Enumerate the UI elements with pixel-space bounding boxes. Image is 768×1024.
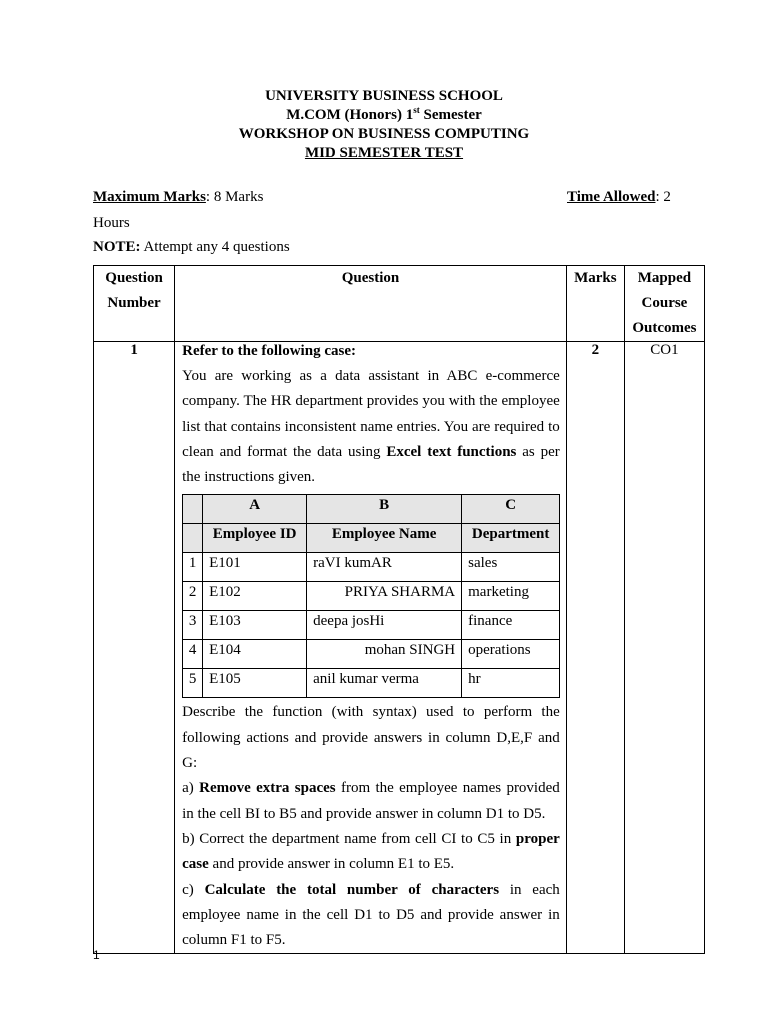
sheet-row-number: 5 bbox=[183, 669, 203, 698]
course-outcome: CO1 bbox=[624, 342, 704, 954]
sheet-row bbox=[183, 582, 560, 611]
question-number: 1 bbox=[94, 342, 175, 954]
sheet-field-name: Employee ID bbox=[203, 524, 307, 553]
sheet-row-number: 1 bbox=[183, 553, 203, 582]
question-title: Refer to the following case: bbox=[182, 343, 356, 359]
sheet-cell-dept: sales bbox=[462, 553, 560, 582]
question-table-header bbox=[94, 266, 705, 342]
sheet-cell-id: E103 bbox=[203, 611, 307, 640]
sheet-cell-name: anil kumar verma bbox=[307, 669, 462, 698]
sheet-row-header bbox=[183, 524, 203, 553]
sheet-row bbox=[183, 669, 560, 698]
sheet-corner bbox=[183, 495, 203, 524]
time-allowed: Time Allowed: 2 bbox=[567, 189, 671, 205]
sheet-row-number: 3 bbox=[183, 611, 203, 640]
header-marks: Marks bbox=[566, 266, 624, 342]
max-marks: Maximum Marks: 8 Marks bbox=[93, 189, 264, 205]
sheet-cell-dept: hr bbox=[462, 669, 560, 698]
sheet-row bbox=[183, 611, 560, 640]
test-title: MID SEMESTER TEST bbox=[304, 145, 464, 161]
sheet-column-letters bbox=[183, 495, 560, 524]
sheet-cell-name: raVI kumAR bbox=[307, 553, 462, 582]
subquestion-b: b) Correct the department name from cell CI to C5 in proper case and provide answer in column E1 to E5. bbox=[182, 830, 560, 873]
time-allowed-continued: Hours bbox=[93, 215, 130, 231]
question-body bbox=[175, 342, 567, 954]
sheet-row-number: 2 bbox=[183, 582, 203, 611]
sheet-col-letter: B bbox=[307, 495, 462, 524]
sheet-cell-dept: finance bbox=[462, 611, 560, 640]
sheet-cell-name: deepa josHi bbox=[307, 611, 462, 640]
sheet-col-letter: A bbox=[203, 495, 307, 524]
sheet-cell-id: E102 bbox=[203, 582, 307, 611]
sheet-cell-name: mohan SINGH bbox=[307, 640, 462, 669]
header-question-number: Question Number bbox=[94, 266, 175, 342]
employee-data-sheet bbox=[182, 494, 560, 698]
exam-note: NOTE: Attempt any 4 questions bbox=[93, 239, 290, 255]
subject-title: WORKSHOP ON BUSINESS COMPUTING bbox=[238, 126, 530, 142]
question-intro: You are working as a data assistant in ABC e-commerce company. The HR department provides you with the employee list that contains inconsistent name entries. You are required to clean and format the data using Excel text functions as per the instructions given. bbox=[182, 368, 560, 486]
sheet-col-letter: C bbox=[462, 495, 560, 524]
sheet-row bbox=[183, 553, 560, 582]
sheet-cell-name: PRIYA SHARMA bbox=[307, 582, 462, 611]
sheet-field-name: Department bbox=[462, 524, 560, 553]
sheet-row bbox=[183, 640, 560, 669]
university-name: UNIVERSITY BUSINESS SCHOOL bbox=[265, 88, 503, 104]
header-course-outcomes: Mapped Course Outcomes bbox=[624, 266, 704, 342]
subquestion-a: a) Remove extra spaces from the employee names provided in the cell BI to B5 and provide answer in column D1 to D5. bbox=[182, 780, 560, 822]
question-row bbox=[94, 342, 705, 954]
course-line: M.COM (Honors) 1st Semester bbox=[286, 105, 482, 123]
header-question: Question bbox=[175, 266, 567, 342]
question-table bbox=[93, 265, 705, 954]
question-instruction: Describe the function (with syntax) used to perform the following actions and provide answers in column D,E,F and G: bbox=[182, 704, 560, 772]
page-number: 1 bbox=[93, 948, 100, 962]
question-marks: 2 bbox=[566, 342, 624, 954]
sheet-cell-id: E101 bbox=[203, 553, 307, 582]
sheet-cell-id: E104 bbox=[203, 640, 307, 669]
sheet-cell-dept: marketing bbox=[462, 582, 560, 611]
sheet-row-number: 4 bbox=[183, 640, 203, 669]
sheet-cell-id: E105 bbox=[203, 669, 307, 698]
subquestion-c: c) Calculate the total number of characters in each employee name in the cell D1 to D5 and provide answer in column F1 to F5. bbox=[182, 881, 560, 949]
sheet-field-name: Employee Name bbox=[307, 524, 462, 553]
sheet-field-names bbox=[183, 524, 560, 553]
exam-header bbox=[0, 87, 768, 163]
sheet-cell-dept: operations bbox=[462, 640, 560, 669]
